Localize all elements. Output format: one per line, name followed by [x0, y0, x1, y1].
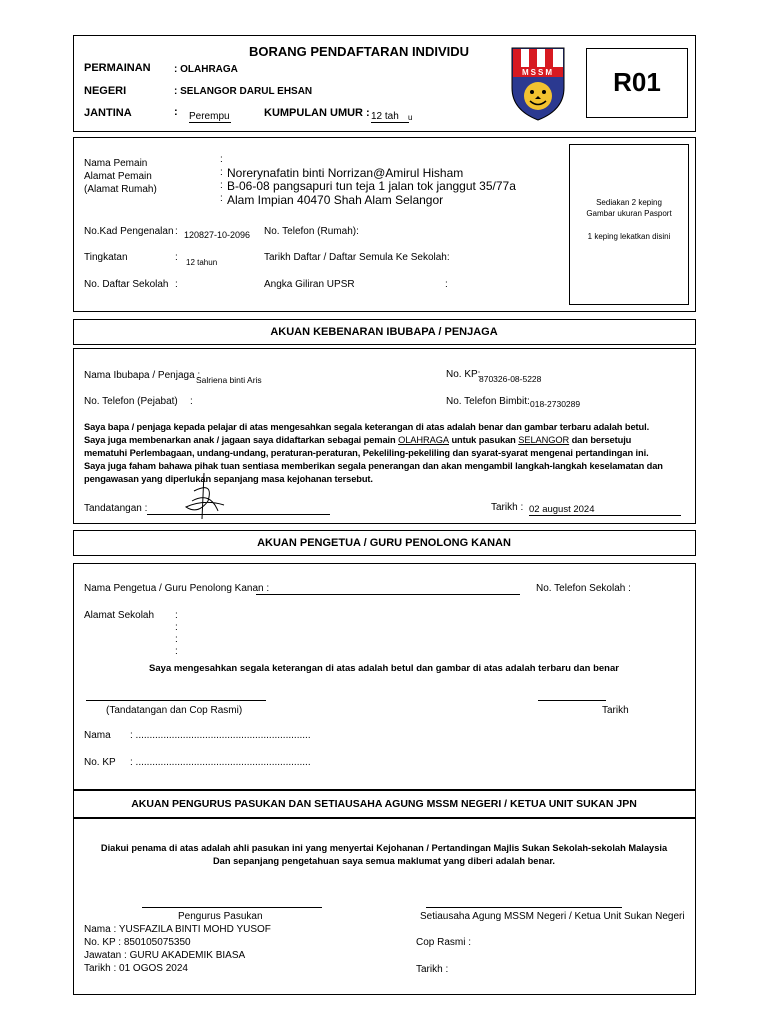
kumpulan-umur-value: 12 tah: [371, 111, 409, 123]
nama-ibubapa-label: Nama Ibubapa / Penjaga :: [84, 370, 201, 381]
form-code: R01: [613, 67, 661, 97]
pengetua-tarikh-line: [538, 700, 606, 701]
parent-signature: [174, 471, 234, 521]
pengurus-nama: Nama : YUSFAZILA BINTI MOHD YUSOF: [84, 924, 271, 935]
photo-instruction-3: 1 keping lekatkan disini: [587, 232, 671, 241]
kad-pengenalan-label: No.Kad Pengenalan: [84, 226, 174, 237]
permainan-label: PERMAINAN: [84, 62, 151, 74]
consent-line-1: Saya bapa / penjaga kepada pelajar di atas mengesahkan segala keterangan di atas adalah benar dan gambar terbaru adalah betul.: [84, 422, 650, 432]
pengetua-nama-dots: : ...............................................................: [130, 730, 311, 741]
pengurus-signature-line: [142, 907, 322, 908]
nama-pemain-value: Norerynafatin binti Norrizan@Amirul Hisham: [227, 166, 464, 180]
nama-ibubapa-value: Salriena binti Aris: [196, 375, 262, 385]
cop-rasmi-line: [86, 700, 266, 701]
telefon-sekolah-label: No. Telefon Sekolah :: [536, 583, 631, 594]
pengurus-heading-box: [73, 790, 696, 818]
setiausaha-label: Setiausaha Agung MSSM Negeri / Ketua Unit Sukan Negeri: [420, 911, 685, 922]
pengetua-kp-label: No. KP: [84, 757, 116, 768]
setiausaha-tarikh-label: Tarikh :: [416, 964, 449, 975]
daftar-sekolah-colon: :: [175, 279, 178, 290]
mssm-crest-icon: [508, 44, 568, 122]
cop-rasmi-label: (Tandatangan dan Cop Rasmi): [106, 705, 243, 716]
pengurus-jawatan: Jawatan : GURU AKADEMIK BIASA: [84, 950, 246, 961]
negeri-value: : SELANGOR DARUL EHSAN: [174, 86, 313, 97]
ibubapa-kp-value: 870326-08-5228: [479, 374, 542, 384]
telefon-bimbit-label: No. Telefon Bimbit:: [446, 396, 530, 407]
photo-box: [569, 144, 689, 305]
negeri-label: NEGERI: [84, 85, 127, 97]
pengurus-heading: AKUAN PENGURUS PASUKAN DAN SETIAUSAHA AGUNG MSSM NEGERI / KETUA UNIT SUKAN JPN: [131, 798, 637, 810]
pengurus-section: [73, 818, 696, 995]
telefon-bimbit-value: 018-2730289: [530, 399, 581, 409]
ibubapa-heading-box: [73, 319, 696, 345]
consent-line-3: mematuhi Perlembagaan, undang-undang, peraturan-peraturan, Pekeliling-pekeliling dan syarat-syarat mengenai pertandingan ini.: [84, 448, 649, 458]
alamat-pemain-label: Alamat Pemain: [84, 171, 152, 182]
ibubapa-tarikh-label: Tarikh :: [491, 502, 524, 513]
mssm-logo: [508, 44, 568, 122]
colon-4: :: [220, 193, 223, 204]
permainan-value: : OLAHRAGA: [174, 64, 238, 75]
pengetua-section: [73, 563, 696, 790]
logo-text: MSSM: [522, 68, 554, 77]
pengetua-tarikh-label: Tarikh: [602, 705, 629, 716]
form-code-box: [586, 48, 688, 118]
alamat-colon-2: :: [175, 622, 178, 633]
ibubapa-heading: AKUAN KEBENARAN IBUBAPA / PENJAGA: [270, 326, 498, 338]
pengurus-statement-1: Diakui penama di atas adalah ahli pasukan ini yang menyertai Kejohanan / Pertandingan Majlis Sukan Sekolah-sekolah Malaysia: [100, 843, 668, 853]
colon-1: :: [220, 154, 223, 165]
pengetua-nama-label: Nama: [84, 730, 111, 741]
tarikh-daftar-label: Tarikh Daftar / Daftar Semula Ke Sekolah:: [264, 252, 450, 263]
telefon-pejabat-colon: :: [190, 396, 193, 407]
kumpulan-umur-label: KUMPULAN UMUR :: [264, 107, 370, 119]
daftar-sekolah-label: No. Daftar Sekolah: [84, 279, 169, 290]
kad-pengenalan-value: 120827-10-2096: [184, 230, 251, 240]
form-title: BORANG PENDAFTARAN INDIVIDU: [248, 44, 470, 59]
angka-giliran-label: Angka Giliran UPSR: [264, 279, 355, 290]
tingkatan-colon: :: [175, 252, 178, 263]
nama-pemain-label: Nama Pemain: [84, 158, 148, 169]
alamat-line-2: Alam Impian 40470 Shah Alam Selangor: [227, 193, 444, 207]
jantina-value: Perempu: [189, 111, 230, 122]
ibubapa-tarikh-value: 02 august 2024: [529, 504, 681, 516]
consent-line-2a: Saya juga membenarkan anak / jagaan saya didaftarkan sebagai pemain: [84, 435, 399, 445]
tingkatan-value: 12 tahun: [186, 258, 218, 267]
pengetua-kp-dots: : ...............................................................: [130, 757, 311, 768]
ibubapa-section: [73, 348, 696, 524]
photo-instruction-1: Sediakan 2 keping: [596, 198, 662, 207]
pengurus-label: Pengurus Pasukan: [178, 911, 263, 922]
pengurus-tarikh: Tarikh : 01 OGOS 2024: [84, 963, 188, 974]
consent-team: SELANGOR: [518, 435, 570, 445]
kp-colon: :: [175, 226, 178, 237]
kumpulan-umur-tail: u: [408, 113, 413, 122]
ibubapa-kp-label: No. KP:: [446, 369, 481, 380]
alamat-line-1: B-06-08 pangsapuri tun teja 1 jalan tok janggut 35/77a: [227, 179, 516, 193]
colon-3: :: [220, 180, 223, 191]
consent-sport: OLAHRAGA: [398, 435, 449, 445]
telefon-rumah-label: No. Telefon (Rumah):: [264, 226, 359, 237]
consent-line-2: [84, 435, 631, 445]
tingkatan-label: Tingkatan: [84, 252, 128, 263]
consent-line-2b: untuk pasukan: [448, 435, 519, 445]
jantina-colon: :: [174, 106, 178, 118]
tandatangan-label: Tandatangan :: [84, 503, 148, 514]
pengetua-heading: AKUAN PENGETUA / GURU PENOLONG KANAN: [257, 537, 511, 549]
pengetua-heading-box: [73, 530, 696, 556]
header-section: [73, 35, 696, 132]
angka-giliran-colon: :: [445, 279, 448, 290]
consent-line-5: pengawasan yang diperlukan sepanjang masa kejohanan tersebut.: [84, 474, 373, 484]
pengurus-kp: No. KP : 850105075350: [84, 937, 191, 948]
photo-instruction-2: Gambar ukuran Pasport: [586, 209, 672, 218]
pengurus-statement-2: Dan sepanjang pengetahuan saya semua maklumat yang diberi adalah benar.: [212, 856, 556, 866]
alamat-colon-1: :: [175, 610, 178, 621]
setiausaha-signature-line: [426, 907, 622, 908]
colon-2: :: [220, 167, 223, 178]
nama-pengetua-label: Nama Pengetua / Guru Penolong Kanan :: [84, 583, 270, 594]
alamat-sekolah-label: Alamat Sekolah: [84, 610, 155, 621]
consent-line-2c: dan bersetuju: [569, 435, 632, 445]
alamat-colon-3: :: [175, 634, 178, 645]
setiausaha-cop-label: Cop Rasmi :: [416, 937, 472, 948]
alamat-colon-4: :: [175, 646, 178, 657]
consent-line-4: Saya juga faham bahawa pihak tuan sentiasa memberikan segala penerangan dan akan mengambil langkah-langkah keselamatan dan: [84, 461, 663, 471]
alamat-rumah-label: (Alamat Rumah): [84, 184, 157, 195]
jantina-label: JANTINA: [84, 107, 132, 119]
pengetua-statement: Saya mengesahkan segala keterangan di atas adalah betul dan gambar di atas adalah terbaru dan benar: [149, 663, 619, 674]
nama-pengetua-line: [256, 594, 520, 595]
pemain-section: [73, 137, 696, 312]
telefon-pejabat-label: No. Telefon (Pejabat): [84, 396, 178, 407]
